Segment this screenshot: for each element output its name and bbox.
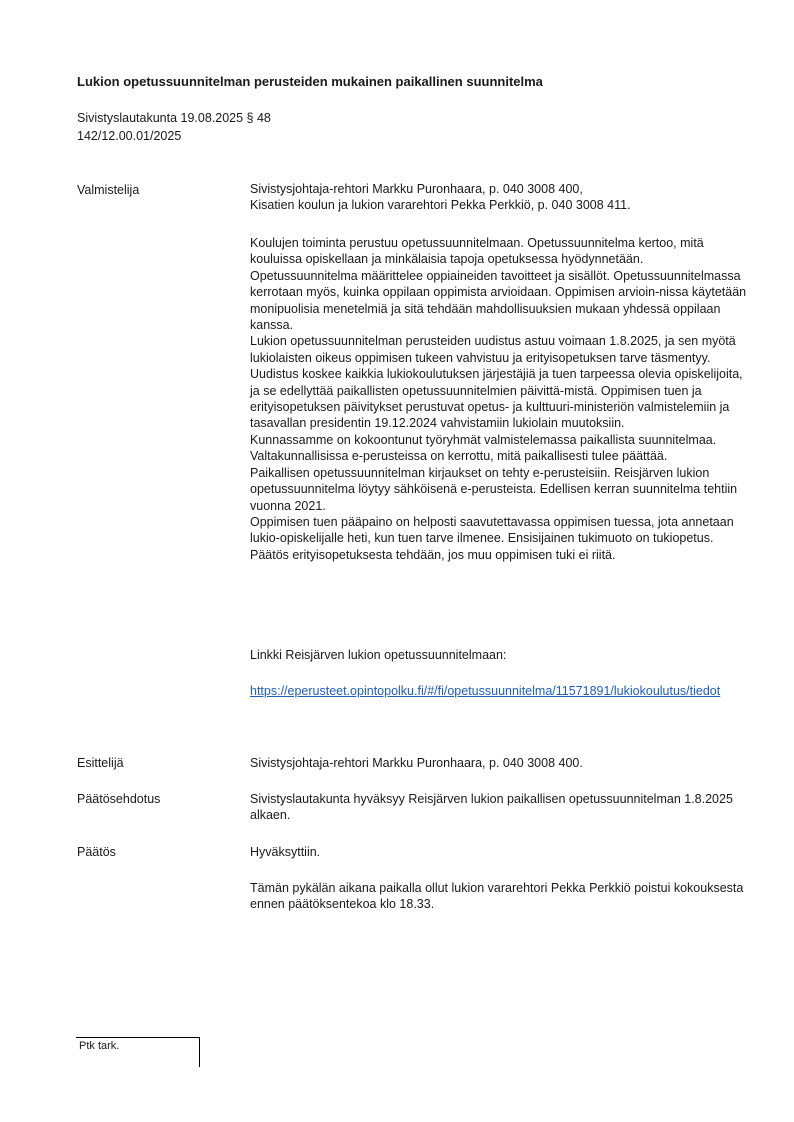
preparer-line-2: Kisatien koulun ja lukion vararehtori Pekka Perkkiö, p. 040 3008 411. — [250, 198, 631, 213]
record-number: 142/12.00.01/2025 — [77, 129, 182, 143]
paatos-note: Tämän pykälän aikana paikalla ollut lukion vararehtori Pekka Perkkiö poistui kokouksesta ennen päätöksentekoa klo 18.33. — [250, 881, 744, 912]
ptk-tark-label: Ptk tark. — [79, 1040, 120, 1052]
link-intro: Linkki Reisjärven lukion opetussuunnitelmaan: — [250, 648, 507, 662]
curriculum-link-wrapper — [250, 683, 750, 699]
ptk-tark-box — [76, 1037, 200, 1067]
body-paragraph-5: Oppimisen tuen pääpaino on helposti saavutettavassa oppimisen tuessa, jota annetaan lukio-opiskelijalle heti, kun tuen tarve ilmenee. Ensisijainen tukimuoto on tukiopetus. Päätös erityisopetuksesta tehdään, jos muu oppimisen tuki ei riitä. — [250, 514, 734, 562]
body-paragraph-2: Lukion opetussuunnitelman perusteiden uudistus astuu voimaan 1.8.2025, ja sen myötä lukiolaisten oikeus oppimisen tukeen vahvistuu ja erityisopetuksen tarve täsmentyy. Uudistus koskee kaikkia lukiokoulutuksen järjestäjiä ja tuen tarpeessa olevia opiskelijoita, ja se edellyttää paikallisten opetussuunnitelmien päivittä-mistä. Oppimisen tuen ja erityisopetuksen päivitykset perustuvat opetus- ja kulttuuri-ministeriön valmistelemiin ja tasavallan presidentin 19.12.2024 vahvistamiin lukiolain muutoksiin. — [250, 334, 743, 431]
esittelija-text: Sivistysjohtaja-rehtori Markku Puronhaara, p. 040 3008 400. — [250, 756, 583, 770]
preparer-line-1: Sivistysjohtaja-rehtori Markku Puronhaara, p. 040 3008 400, — [250, 182, 583, 196]
valmistelija-body — [250, 235, 750, 563]
body-paragraph-4: Paikallisen opetussuunnitelman kirjaukset on tehty e-perusteisiin. Reisjärven lukion opetussuunnitelma löytyy sähköisenä e-perusteista. Edellisen kerran suunnitelma tehtiin vuonna 2021. — [250, 465, 738, 513]
valmistelija-preparers — [250, 181, 750, 214]
curriculum-link[interactable]: https://eperusteet.opintopolku.fi/#/fi/opetussuunnitelma/11571891/lukiokoulutus/tiedot — [250, 684, 721, 698]
paatos-label: Päätös — [77, 845, 116, 859]
esittelija-label: Esittelijä — [77, 756, 124, 770]
body-paragraph-1: Koulujen toiminta perustuu opetussuunnitelmaan. Opetussuunnitelma kertoo, mitä kouluissa opiskellaan ja minkälaisia tapoja opetuksessa hyödynnetään. Opetussuunnitelma määrittelee oppiaineiden tavoitteet ja sisällöt. Opetussuunnitelmassa kerrotaan myös, kuinka oppilaan oppimista arvioidaan. Oppimisen arvioin-nissa käytetään monipuolisia menetelmiä ja sitä tehdään mahdollisuuksien mukaan yhdessä oppilaan kanssa. — [250, 236, 747, 333]
body-paragraph-3: Kunnassamme on kokoontunut työryhmät valmistelemassa paikallista suunnitelmaa. Valtakunnallisissa e-perusteissa on kerrottu, mitä paikallisesti tulee päättää. — [250, 432, 717, 464]
valmistelija-label: Valmistelija — [77, 183, 140, 197]
meeting-reference: Sivistyslautakunta 19.08.2025 § 48 — [77, 111, 271, 125]
paatosehdotus-text: Sivistyslautakunta hyväksyy Reisjärven lukion paikallisen opetussuunnitelman 1.8.2025 alkaen. — [250, 792, 733, 823]
paatos-text: Hyväksyttiin. — [250, 845, 321, 859]
paatosehdotus-label: Päätösehdotus — [77, 792, 161, 806]
document-title: Lukion opetussuunnitelman perusteiden mukainen paikallinen suunnitelma — [77, 74, 543, 89]
